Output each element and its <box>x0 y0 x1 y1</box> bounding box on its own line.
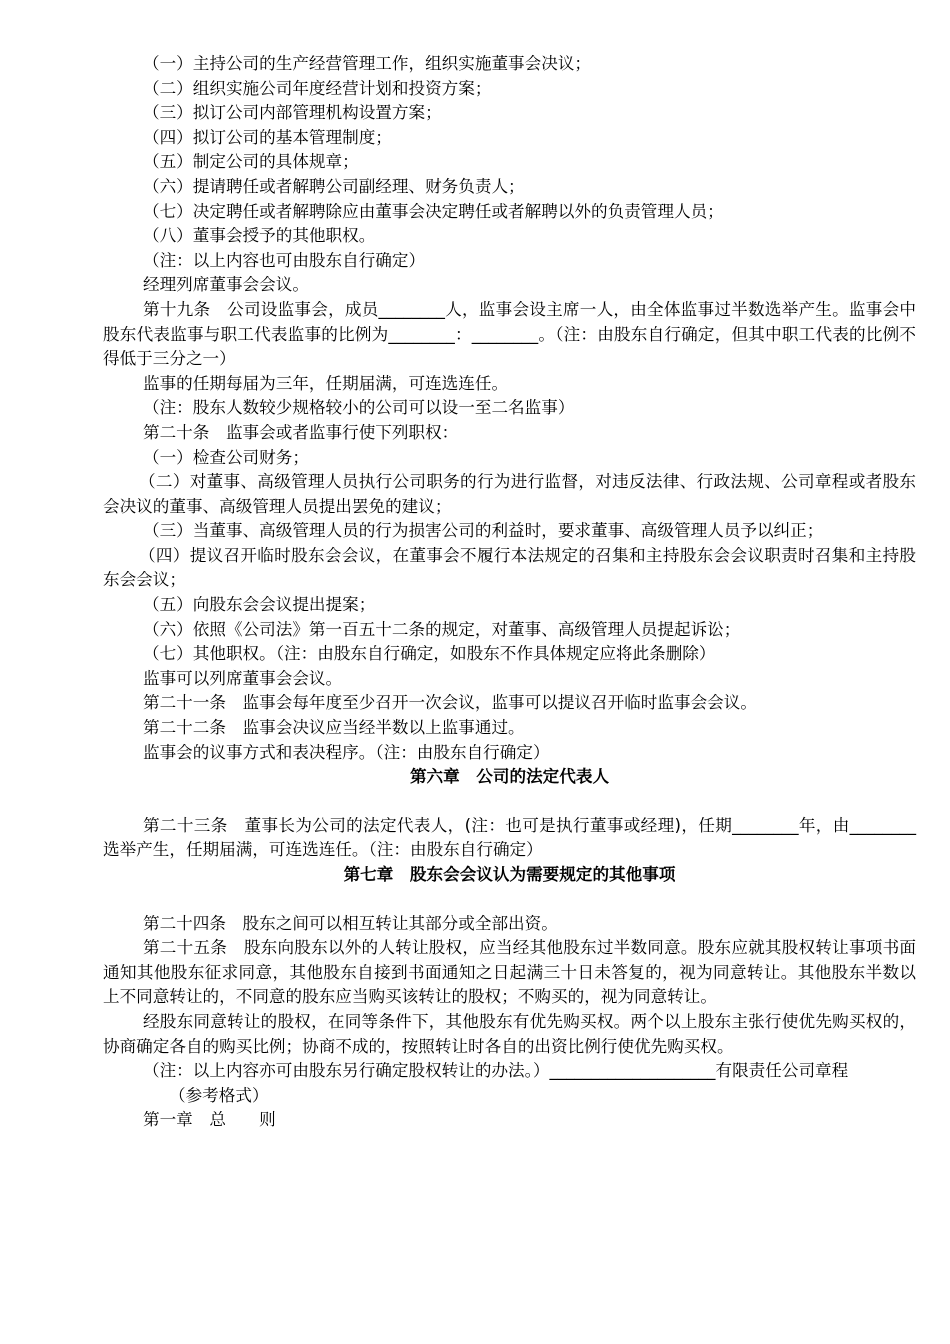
text-line: （七）决定聘任或者解聘除应由董事会决定聘任或者解聘以外的负责管理人员； <box>143 201 724 221</box>
text-line: 监事的任期每届为三年，任期届满，可连选连任。 <box>143 373 509 393</box>
text-line: （五）向股东会会议提出提案； <box>143 595 376 615</box>
article-20-title: 第二十条 监事会或者监事行使下列职权： <box>143 422 459 442</box>
text-line: （六）提请聘任或者解聘公司副经理、财务负责人； <box>143 176 525 196</box>
article-20-item-2: （二）对董事、高级管理人员执行公司职务的行为进行监督，对违反法律、行政法规、公司章程或者股东会决议的董事、高级管理人员提出罢免的建议； <box>103 472 916 516</box>
text-line: （三）拟订公司内部管理机构设置方案； <box>143 103 442 123</box>
chapter-7-heading: 第七章 股东会会议认为需要规定的其他事项 <box>343 865 676 884</box>
spacer <box>103 888 916 912</box>
text-line: （一）主持公司的生产经营管理工作，组织实施董事会决议； <box>143 54 592 73</box>
text-line: （四）拟订公司的基本管理制度； <box>143 127 392 147</box>
text-line: （三）当董事、高级管理人员的行为损害公司的利益时，要求董事、高级管理人员予以纠正； <box>143 521 824 541</box>
note-line: （注：以上内容也可由股东自行确定） <box>143 250 426 270</box>
text-line: （五）制定公司的具体规章； <box>143 152 359 172</box>
text-line: （七）其他职权。（注：由股东自行确定，如股东不作具体规定应将此条删除） <box>143 644 716 664</box>
chapter-6-heading: 第六章 公司的法定代表人 <box>409 767 610 787</box>
text-line: 监事会的议事方式和表决程序。（注：由股东自行确定） <box>143 742 550 762</box>
text-line: （一）检查公司财务； <box>143 447 309 467</box>
text-line: （二）组织实施公司年度经营计划和投资方案； <box>143 78 492 98</box>
article-22: 第二十二条 监事会决议应当经半数以上监事通过。 <box>143 718 525 738</box>
text-line: 经理列席董事会会议。 <box>143 275 309 295</box>
text-line: 监事可以列席董事会会议。 <box>143 668 343 688</box>
note-line: （注：股东人数较少规格较小的公司可以设一至二名监事） <box>143 398 575 418</box>
reference-format-label: （参考格式） <box>169 1085 269 1105</box>
article-25-paragraph: 第二十五条 股东向股东以外的人转让股权，应当经其他股东过半数同意。股东应就其股权转让事项书面通知其他股东征求同意，其他股东自接到书面通知之日起满三十日未答复的，视为同意转让。其他股东半数以上不同意转让的，不同意的股东应当购买该转让的股权；不购买的，视为同意转让。 <box>103 938 916 1007</box>
article-20-item-4: （四）提议召开临时股东会会议，在董事会不履行本法规定的召集和主持股东会会议职责时召集和主持股东会会议； <box>103 545 916 590</box>
article-21: 第二十一条 监事会每年度至少召开一次会议，监事可以提议召开临时监事会会议。 <box>143 693 757 713</box>
chapter-1-title: 第一章 总 则 <box>143 1110 276 1130</box>
text-line: （八）董事会授予的其他职权。 <box>143 226 376 246</box>
transfer-paragraph: 经股东同意转让的股权，在同等条件下，其他股东有优先购买权。两个以上股东主张行使优先购买权的，协商确定各自的购买比例；协商不成的，按照转让时各自的出资比例行使优先购买权。 <box>103 1011 916 1056</box>
text-line: （六）依照《公司法》第一百五十二条的规定，对董事、高级管理人员提起诉讼； <box>143 619 741 639</box>
article-23-paragraph: 第二十三条 董事长为公司的法定代表人，(注：也可是执行董事或经理)，任期________年，由________选举产生，任期届满，可连选连任。（注：由股东自行确定） <box>103 815 916 860</box>
document-page <box>103 52 916 1133</box>
charter-title-paragraph: （注：以上内容亦可由股东另行确定股权转让的办法。）____________________有限责任公司章程 <box>143 1061 849 1081</box>
article-24: 第二十四条 股东之间可以相互转让其部分或全部出资。 <box>143 913 558 933</box>
spacer <box>103 790 916 814</box>
article-19-paragraph: 第十九条 公司设监事会，成员________人，监事会设主席一人，由全体监事过半数选举产生。监事会中股东代表监事与职工代表监事的比例为________：________。（注：由股东自行确定，但其中职工代表的比例不得低于三分之一） <box>103 299 916 369</box>
